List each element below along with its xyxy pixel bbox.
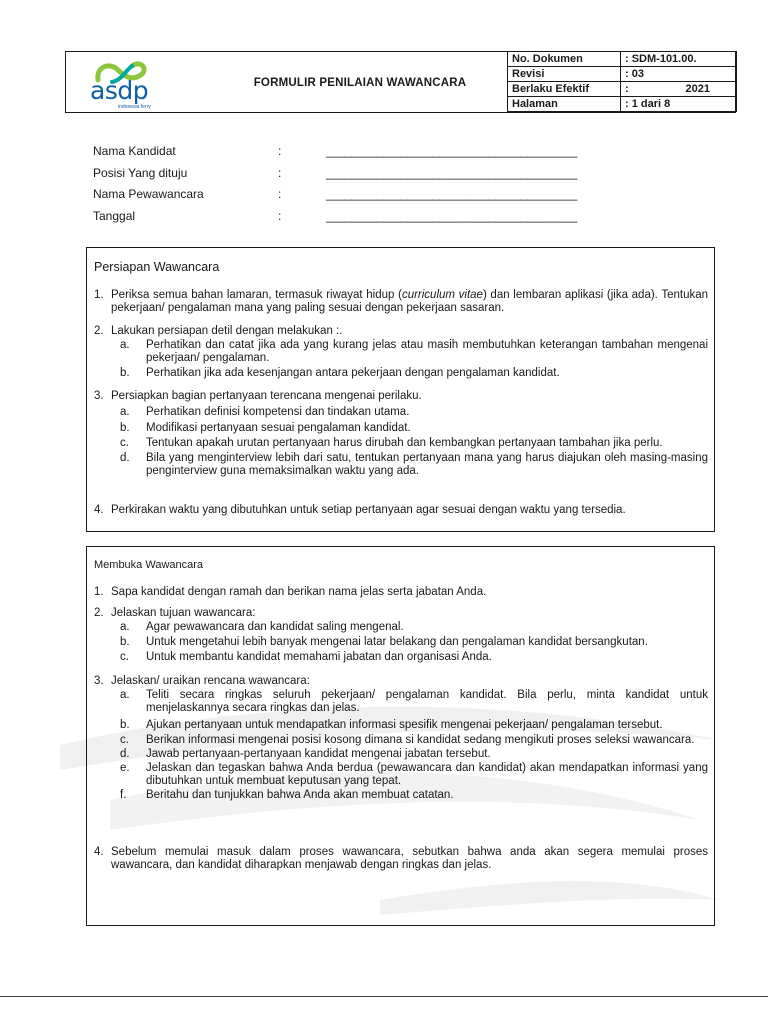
info-colon: : <box>278 187 282 201</box>
sub-letter: c. <box>120 651 129 663</box>
info-colon: : <box>278 165 282 180</box>
sub-letter: f. <box>120 789 127 801</box>
meta-value: : 03 <box>625 68 644 80</box>
sub-text: Jawab pertanyaan-pertanyaan kandidat mengenai jabatan tersebut. <box>146 748 491 760</box>
list-item <box>94 586 708 599</box>
sub-text: Bila yang menginterview lebih dari satu, tentukan pertanyaan mana yang harus diajukan oleh masing-masing penginterview guna memaksimalkan waktu yang ada. <box>146 452 708 477</box>
sub-item <box>111 762 708 788</box>
sub-text: Teliti secara ringkas seluruh pekerjaan/ pengalaman kandidat. Bila perlu, minta kandidat untuk menjelaskannya secara ringkas dan jelas. <box>146 689 708 714</box>
sub-item <box>111 437 708 450</box>
item-number: 3. <box>94 675 104 687</box>
sub-letter: a. <box>120 621 130 633</box>
section-membuka-wawancara <box>86 546 715 926</box>
item-text: Persiapkan bagian pertanyaan terencana mengenai perilaku. <box>111 390 422 402</box>
info-label: Tanggal <box>93 208 136 223</box>
item-number: 2. <box>94 607 104 619</box>
section-title: Membuka Wawancara <box>94 559 204 571</box>
logo-subtext: indonesia ferry <box>118 104 151 110</box>
meta-row <box>508 52 737 67</box>
list-item <box>94 289 708 315</box>
meta-value: : <box>625 83 629 95</box>
sub-text: Modifikasi pertanyaan sesuai pengalaman kandidat. <box>146 422 411 434</box>
item-text: Jelaskan tujuan wawancara: <box>111 607 256 619</box>
item-text: ) dan lembaran aplikasi (jika ada). Tentukan pekerjaan/ pengalaman mana yang paling sesuai dengan pekerjaan sasaran. <box>111 289 709 314</box>
sub-text: Tentukan apakah urutan pertanyaan harus dirubah dan kembangkan pertanyaan tambahan jika perlu. <box>146 437 663 449</box>
sub-text: Jelaskan dan tegaskan bahwa Anda berdua (pewawancara dan kandidat) akan mendapatkan informasi yang dibutuhkan untuk membuat keputusan yang tepat. <box>146 762 708 787</box>
list-item <box>94 390 708 478</box>
item-text-italic: curriculum vitae <box>401 289 483 301</box>
sub-text: Agar pewawancara dan kandidat saling mengenal. <box>146 621 404 633</box>
sub-item <box>111 689 708 715</box>
sub-letter: d. <box>120 748 130 760</box>
logo-text: asdp <box>90 76 149 105</box>
meta-row <box>508 67 737 82</box>
sub-text: Untuk mengetahui lebih banyak mengenai latar belakang dan pengalaman kandidat bersangkutan. <box>146 636 648 648</box>
fill-in-line[interactable]: ________________________________________ <box>326 165 577 180</box>
sub-item <box>111 621 708 634</box>
list-item <box>94 675 708 802</box>
item-number: 4. <box>94 504 104 516</box>
sub-item <box>111 789 708 802</box>
list-item <box>94 846 708 872</box>
sub-item <box>111 651 708 664</box>
sub-text: Ajukan pertanyaan untuk mendapatkan informasi spesifik mengenai pekerjaan/ pengalaman tersebut. <box>146 719 663 731</box>
item-text: Sapa kandidat dengan ramah dan berikan nama jelas serta jabatan Anda. <box>111 586 487 598</box>
sub-letter: a. <box>120 689 130 701</box>
meta-row <box>508 97 737 112</box>
asdp-logo <box>90 58 190 108</box>
item-text: Lakukan persiapan detil dengan melakukan :. <box>111 325 343 337</box>
sub-item <box>111 367 708 380</box>
item-number: 1. <box>94 586 104 598</box>
item-text: Perkirakan waktu yang dibutuhkan untuk setiap pertanyaan agar sesuai dengan waktu yang tersedia. <box>111 504 626 516</box>
section-title: Persiapan Wawancara <box>94 260 220 274</box>
item-text: Jelaskan/ uraikan rencana wawancara: <box>111 675 310 687</box>
sub-letter: b. <box>120 367 130 379</box>
meta-label: Revisi <box>508 67 621 82</box>
sub-item <box>111 636 708 649</box>
info-label: Nama Kandidat <box>93 144 176 158</box>
section-persiapan-wawancara <box>86 247 715 532</box>
sub-letter: b. <box>120 636 130 648</box>
sub-item <box>111 422 708 435</box>
sub-item <box>111 452 708 478</box>
sub-letter: b. <box>120 422 130 434</box>
document-meta-table <box>507 51 737 112</box>
sub-item <box>111 339 708 365</box>
sub-letter: c. <box>120 437 129 449</box>
fill-in-line[interactable]: ________________________________________ <box>326 187 577 201</box>
list-item <box>94 504 708 517</box>
meta-row <box>508 82 737 97</box>
info-colon: : <box>278 144 282 158</box>
sub-letter: e. <box>120 762 130 774</box>
sub-item <box>111 748 708 761</box>
sub-letter: d. <box>120 452 130 464</box>
sub-letter: a. <box>120 339 130 351</box>
sub-text: Perhatikan definisi kompetensi dan tindakan utama. <box>146 406 410 418</box>
sub-text: Perhatikan jika ada kesenjangan antara pekerjaan dengan pengalaman kandidat. <box>146 367 560 379</box>
document-header <box>65 51 736 113</box>
item-text: Sebelum memulai masuk dalam proses wawancara, sebutkan bahwa anda akan segera memulai proses wawancara, dan kandidat diharapkan menjawab dengan ringkas dan jelas. <box>111 846 708 871</box>
info-label: Posisi Yang dituju <box>93 165 188 180</box>
info-colon: : <box>278 208 282 223</box>
page-bottom-divider <box>0 996 768 997</box>
sub-text: Beritahu dan tunjukkan bahwa Anda akan membuat catatan. <box>146 789 454 801</box>
item-text: Periksa semua bahan lamaran, termasuk riwayat hidup ( <box>111 289 402 301</box>
sub-item <box>111 719 708 732</box>
sub-letter: c. <box>120 734 129 746</box>
meta-label: Berlaku Efektif <box>508 82 621 97</box>
info-label: Nama Pewawancara <box>93 187 204 201</box>
list-item <box>94 325 708 380</box>
sub-text: Untuk membantu kandidat memahami jabatan dan organisasi Anda. <box>146 651 492 663</box>
sub-item <box>111 734 708 747</box>
meta-extra: 2021 <box>685 83 710 95</box>
meta-value: : 1 dari 8 <box>625 98 671 110</box>
fill-in-line[interactable]: ________________________________________ <box>326 208 577 223</box>
sub-letter: a. <box>120 406 130 418</box>
item-number: 2. <box>94 325 104 337</box>
form-title: FORMULIR PENILAIAN WAWANCARA <box>253 77 467 89</box>
sub-letter: b. <box>120 719 130 731</box>
meta-label: No. Dokumen <box>508 52 621 67</box>
sub-text: Berikan informasi mengenai posisi kosong dimana si kandidat sedang mengikuti proses seleksi wawancara. <box>146 734 695 746</box>
item-number: 4. <box>94 846 104 858</box>
meta-value: : SDM-101.00. <box>625 53 697 65</box>
fill-in-line[interactable]: ________________________________________ <box>326 144 577 158</box>
meta-label: Halaman <box>508 97 621 112</box>
item-number: 1. <box>94 289 104 301</box>
item-number: 3. <box>94 390 104 402</box>
sub-text: Perhatikan dan catat jika ada yang kurang jelas atau masih membutuhkan keterangan tambahan mengenai pekerjaan/ pengalaman. <box>146 339 708 364</box>
sub-item <box>111 406 708 419</box>
list-item <box>94 607 708 664</box>
